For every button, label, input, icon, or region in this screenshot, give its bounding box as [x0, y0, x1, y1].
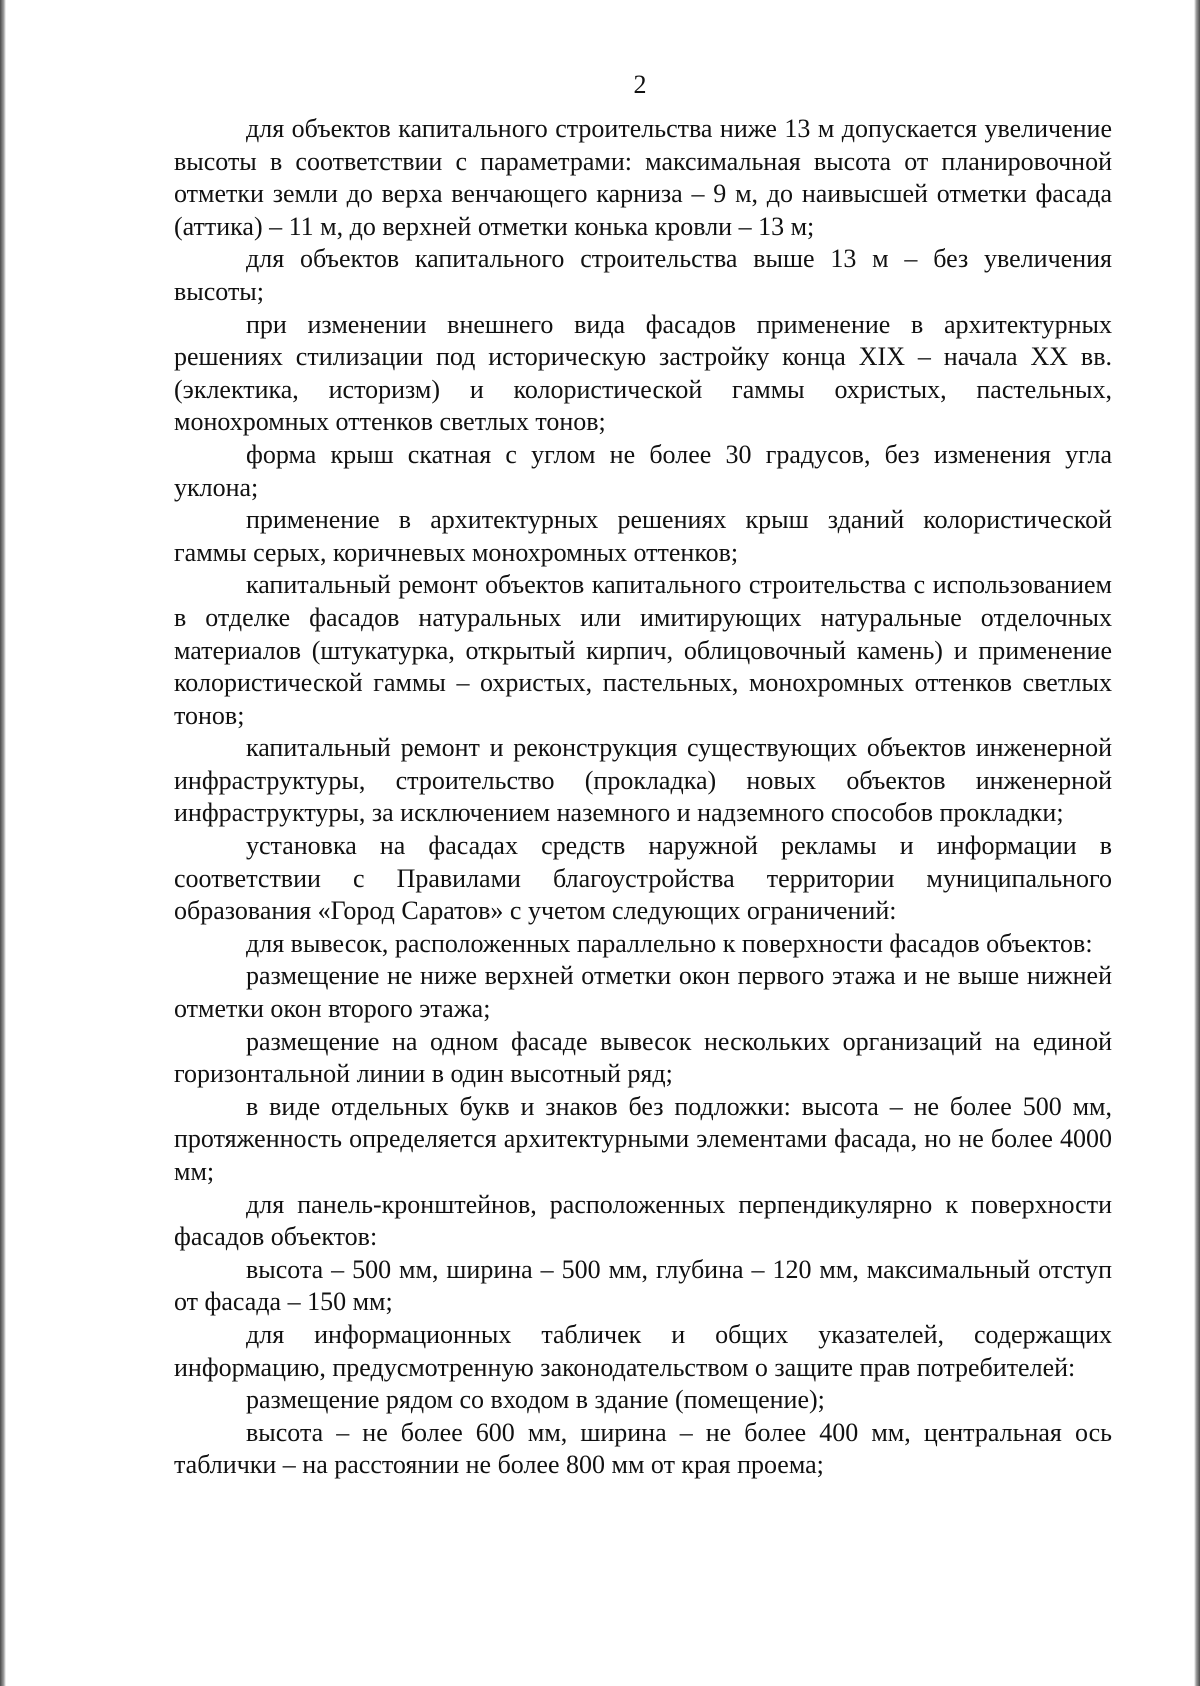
scan-edge-left: [0, 0, 6, 1686]
paragraph: для объектов капитального строительства выше 13 м – без увеличения высоты;: [174, 244, 1112, 306]
paragraph: размещение на одном фасаде вывесок нескольких организаций на единой горизонтальной линии в один высотный ряд;: [174, 1026, 1112, 1089]
paragraph: размещение рядом со входом в здание (помещение);: [246, 1385, 825, 1415]
paragraph: высота – 500 мм, ширина – 500 мм, глубина – 120 мм, максимальный отступ от фасада – 150 мм;: [174, 1254, 1112, 1317]
paragraph: капитальный ремонт объектов капитального строительства с использованием в отделке фасадов натуральных или имитирующих натуральные отделочных материалов (штукатурка, открытый кирпич, облицовочный камень) и применение колористической гаммы – охристых, пастельных, монохромных оттенков светлых тонов;: [174, 570, 1112, 730]
paragraph: высота – не более 600 мм, ширина – не более 400 мм, центральная ось таблички – на расстоянии не более 800 мм от края проема;: [174, 1417, 1112, 1480]
paragraph: установка на фасадах средств наружной рекламы и информации в соответствии с Правилами благоустройства территории муниципального образования «Город Саратов» с учетом следующих ограничений:: [174, 831, 1112, 926]
document-body: [174, 113, 1112, 1482]
paragraph: при изменении внешнего вида фасадов применение в архитектурных решениях стилизации под историческую застройку конца XIX – начала XX вв. (эклектика, историзм) и колористической гаммы охристых, пастельных, монохромных оттенков светлых тонов;: [174, 309, 1112, 437]
paragraph: для информационных табличек и общих указателей, содержащих информацию, предусмотренную законодательством о защите прав потребителей:: [174, 1319, 1112, 1382]
paragraph: форма крыш скатная с углом не более 30 градусов, без изменения угла уклона;: [174, 439, 1112, 502]
paragraph: размещение не ниже верхней отметки окон первого этажа и не выше нижней отметки окон второго этажа;: [174, 961, 1112, 1024]
page-number: 2: [633, 70, 647, 99]
paragraph: в виде отдельных букв и знаков без подложки: высота – не более 500 мм, протяженность определяется архитектурными элементами фасада, но не более 4000 мм;: [174, 1091, 1112, 1186]
paragraph: для вывесок, расположенных параллельно к поверхности фасадов объектов:: [246, 928, 1093, 958]
paragraph: для объектов капитального строительства ниже 13 м допускается увеличение высоты в соответствии с параметрами: максимальная высота от планировочной отметки земли до верха венчающего карниза – 9 м, до наивысшей отметки фасада (аттика) – 11 м, до верхней отметки конька кровли – 13 м;: [174, 114, 1112, 241]
paragraph: применение в архитектурных решениях крыш зданий колористической гаммы серых, коричневых монохромных оттенков;: [174, 505, 1112, 567]
paragraph: для панель-кронштейнов, расположенных перпендикулярно к поверхности фасадов объектов:: [174, 1189, 1112, 1252]
paragraph: капитальный ремонт и реконструкция существующих объектов инженерной инфраструктуры, строительство (прокладка) новых объектов инженерной инфраструктуры, за исключением наземного и надземного способов прокладки;: [174, 733, 1112, 828]
scan-edge-right: [1194, 0, 1200, 1686]
